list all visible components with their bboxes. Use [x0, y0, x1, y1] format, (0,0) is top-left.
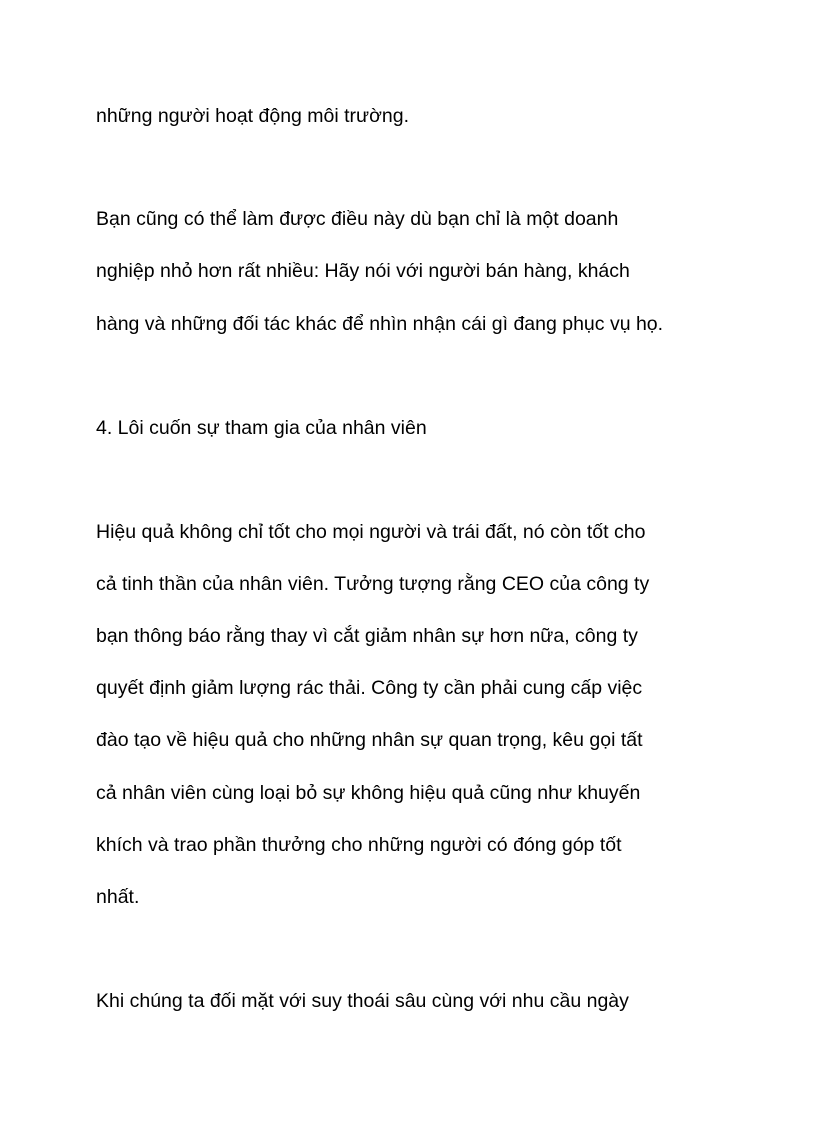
text-line: khích và trao phần thưởng cho những người có đóng góp tốt	[96, 834, 622, 856]
text-line: đào tạo về hiệu quả cho những nhân sự quan trọng, kêu gọi tất	[96, 729, 643, 751]
text-line: cả tinh thần của nhân viên. Tưởng tượng rằng CEO của công ty	[96, 573, 650, 595]
text-line: bạn thông báo rằng thay vì cắt giảm nhân sự hơn nữa, công ty	[96, 625, 638, 647]
text-line: Khi chúng ta đối mặt với suy thoái sâu cùng với nhu cầu ngày	[96, 990, 629, 1012]
text-line: Bạn cũng có thể làm được điều này dù bạn chỉ là một doanh	[96, 208, 619, 230]
text-line: nghiệp nhỏ hơn rất nhiều: Hãy nói với người bán hàng, khách	[96, 260, 630, 282]
section-heading: 4. Lôi cuốn sự tham gia của nhân viên	[96, 417, 427, 439]
text-line: hàng và những đối tác khác để nhìn nhận cái gì đang phục vụ họ.	[96, 313, 664, 335]
text-line: quyết định giảm lượng rác thải. Công ty cần phải cung cấp việc	[96, 677, 643, 699]
text-line: cả nhân viên cùng loại bỏ sự không hiệu quả cũng như khuyến	[96, 782, 641, 804]
text-line: những người hoạt động môi trường.	[96, 105, 409, 127]
text-line: Hiệu quả không chỉ tốt cho mọi người và trái đất, nó còn tốt cho	[96, 521, 646, 543]
text-line: nhất.	[96, 886, 140, 908]
